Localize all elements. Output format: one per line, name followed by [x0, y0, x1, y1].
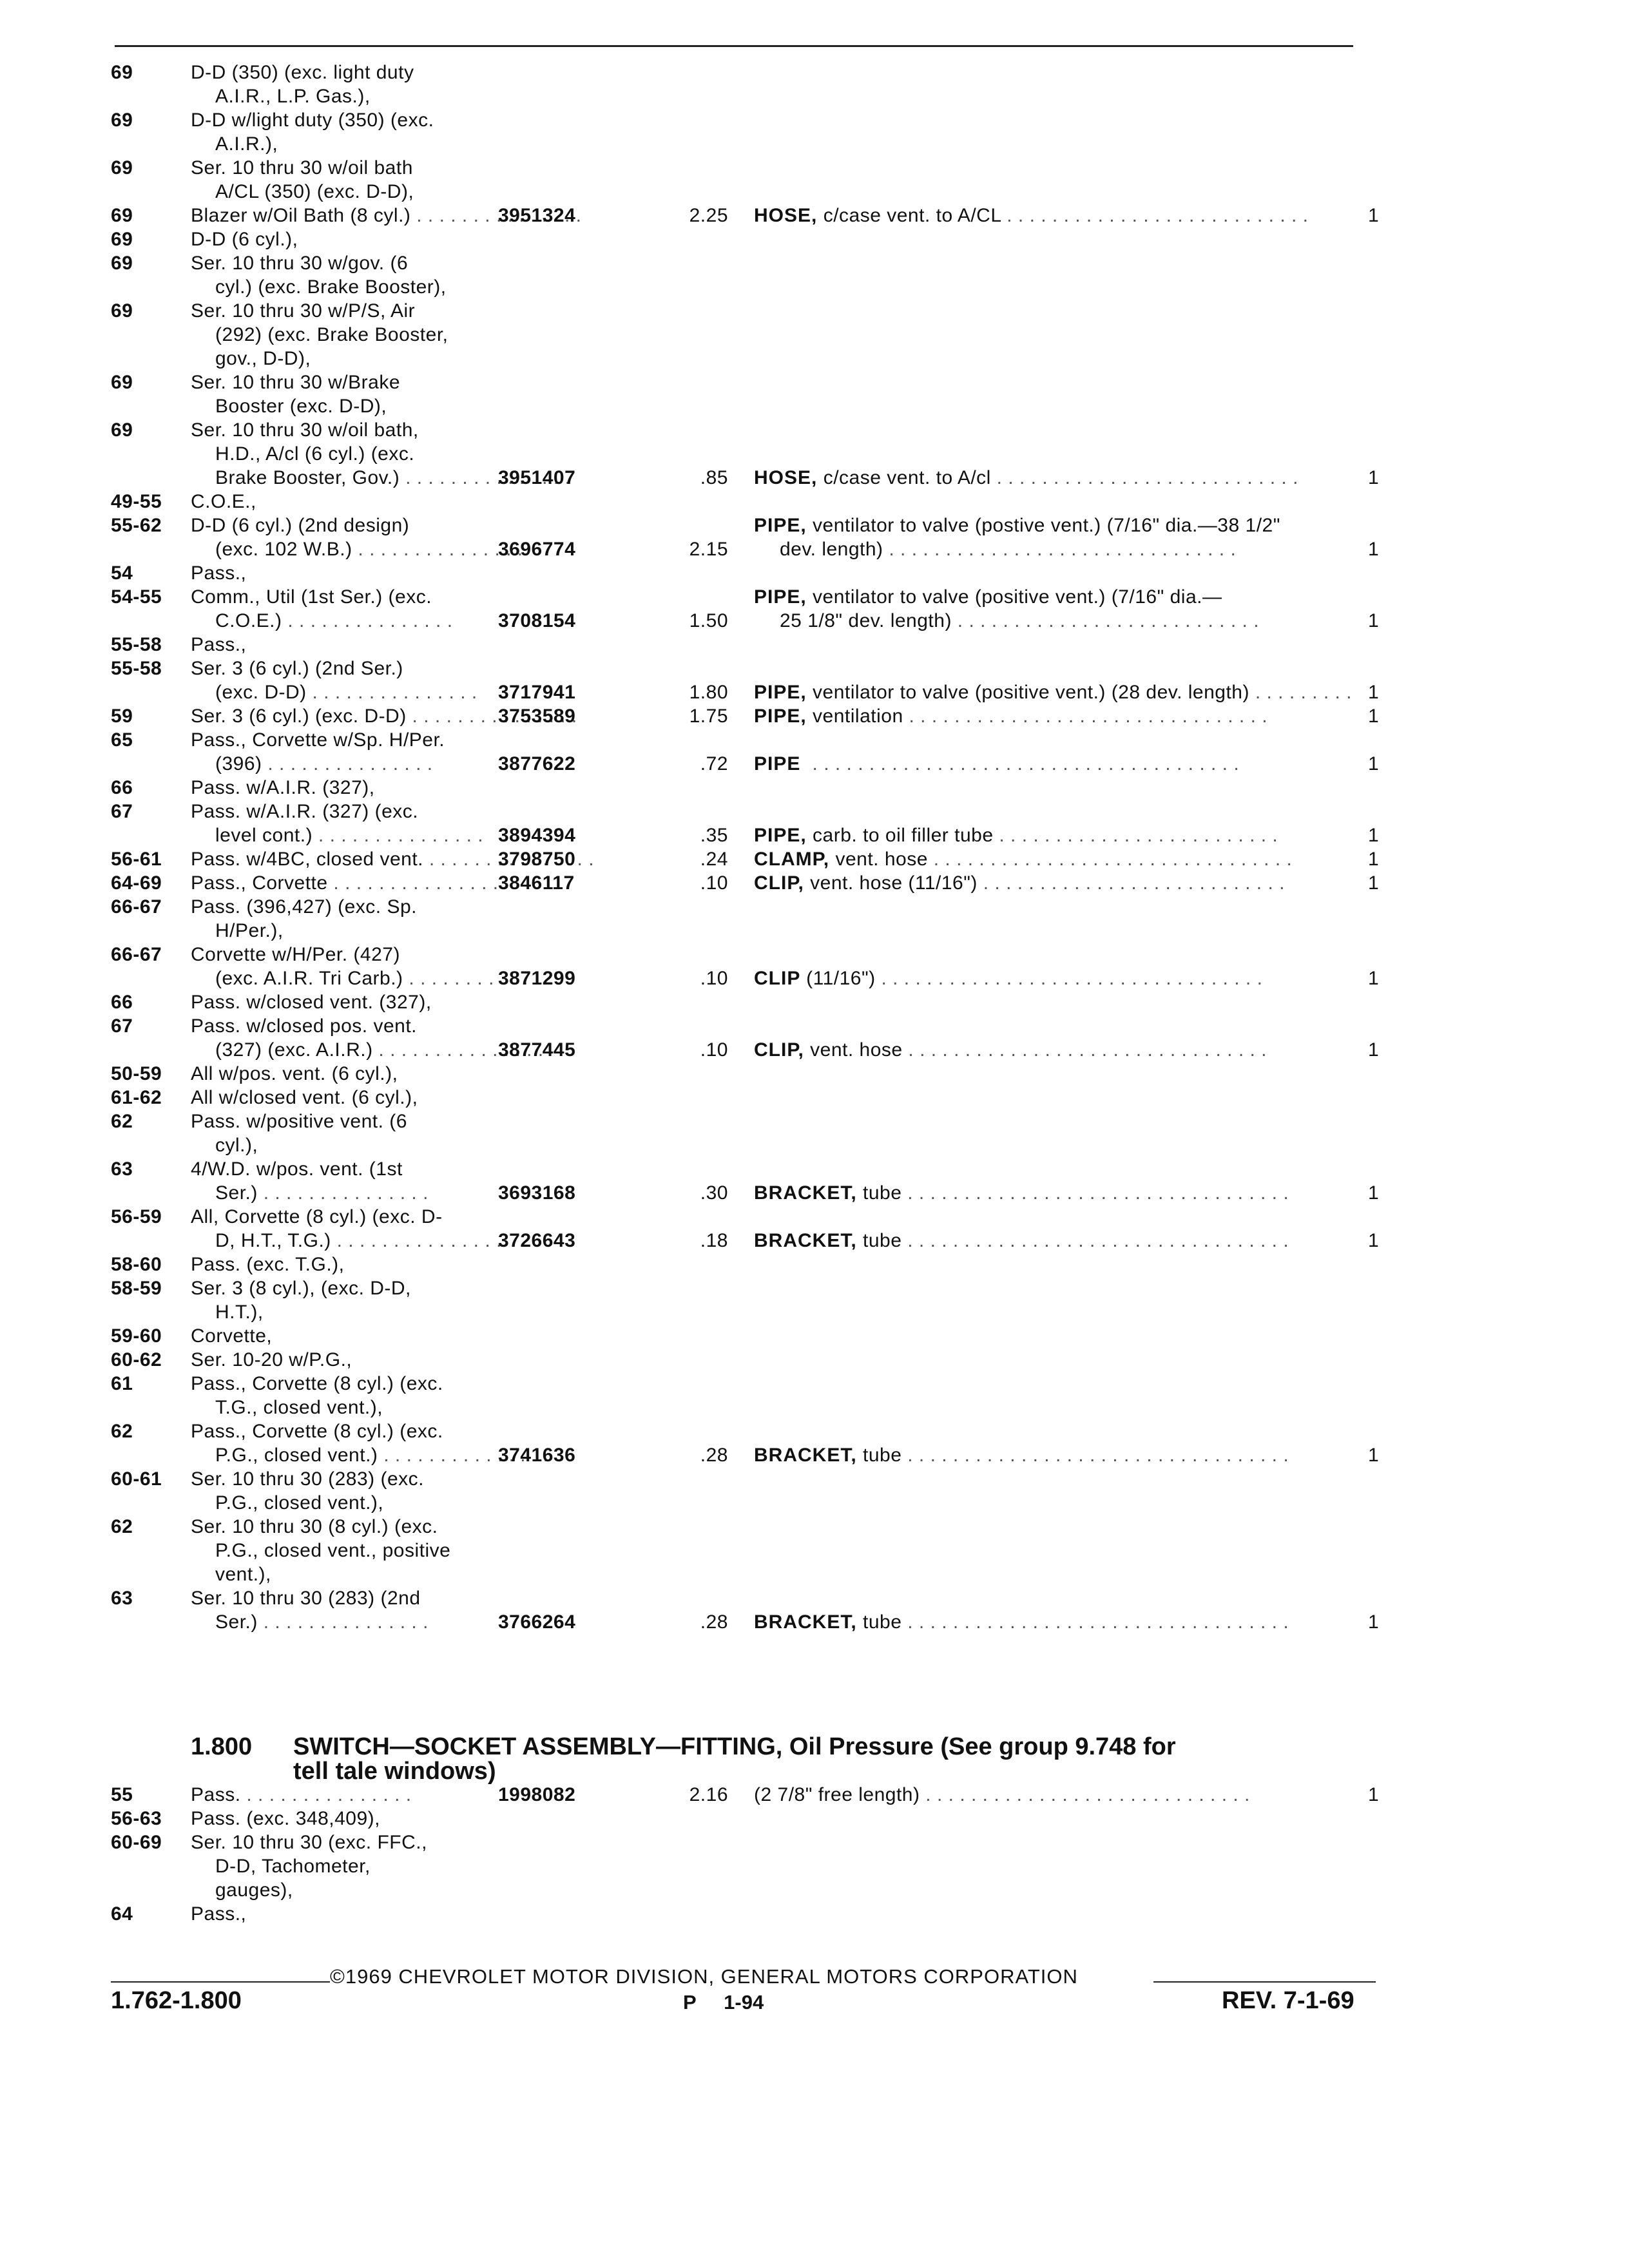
description-text: tube — [863, 1611, 902, 1633]
description-text: ventilator to valve (positive vent.) (7/16" dia.— — [813, 586, 1222, 608]
list-price: 2.16 — [689, 1784, 728, 1805]
part-number: 3753589 — [498, 706, 576, 727]
application-text: T.G., closed vent.), — [215, 1397, 383, 1418]
leader-dots: . . . . . . . . . . . . . . . . . . . . . . . . . . . . . . . — [883, 539, 1242, 560]
part-description — [754, 847, 1298, 871]
quantity: 1 — [1368, 1230, 1380, 1251]
part-number: 3951407 — [498, 467, 576, 488]
list-price: 1.80 — [689, 682, 728, 703]
model-year: 69 — [111, 419, 133, 441]
part-name: PIPE, — [754, 706, 813, 727]
description-text: vent. hose — [835, 849, 928, 870]
list-price: .24 — [700, 849, 728, 870]
application-text: All w/closed vent. (6 cyl.), — [191, 1087, 418, 1108]
application-text: Ser. 10-20 w/P.G., — [191, 1349, 352, 1370]
application-text: D-D w/light duty (350) (exc. — [191, 110, 434, 131]
model-year: 61 — [111, 1373, 133, 1394]
footer-rule-right — [1153, 1981, 1376, 1983]
part-description — [754, 466, 1304, 490]
leader-dots: . . . . . . . . . . . . . . . . . . . . . . . . . . . . . . . . . . . . . . — [806, 753, 1245, 774]
part-name: PIPE — [754, 753, 807, 774]
model-year: 58-60 — [111, 1254, 162, 1275]
quantity: 1 — [1368, 1445, 1380, 1466]
application-text: Ser. 10 thru 30 (8 cyl.) (exc. — [191, 1516, 438, 1537]
part-description — [754, 966, 1268, 990]
part-number: 3877622 — [498, 753, 576, 774]
application-text: Pass. w/closed vent. (327), — [191, 992, 432, 1013]
application-text: P.G., closed vent.), — [215, 1492, 384, 1514]
description-text: 25 1/8" dev. length) — [780, 610, 952, 631]
model-year: 66 — [111, 992, 133, 1013]
application-text: Ser. 10 thru 30 w/oil bath — [191, 157, 413, 178]
application-text: vent.), — [215, 1564, 271, 1585]
application-text: A.I.R., L.P. Gas.), — [215, 86, 371, 107]
revision-date: REV. 7-1-69 — [1222, 1987, 1354, 2014]
application-text: D-D (6 cyl.) (2nd design) — [191, 515, 410, 536]
application-text: Pass., Corvette w/Sp. H/Per. — [191, 729, 445, 751]
description-text: dev. length) — [780, 539, 883, 560]
part-name: PIPE, — [754, 682, 813, 703]
model-year: 55-58 — [111, 658, 162, 679]
application-text: Pass., Corvette (8 cyl.) (exc. — [191, 1373, 443, 1394]
application-text: Blazer w/Oil Bath (8 cyl.) . . . — [191, 204, 581, 227]
description-text: vent. hose (11/16") — [810, 872, 978, 894]
part-description — [754, 1610, 1295, 1634]
description-text: tube — [863, 1182, 902, 1204]
quantity: 1 — [1368, 968, 1380, 989]
quantity: 1 — [1368, 1039, 1380, 1061]
description-text: (2 7/8" free length) — [754, 1784, 920, 1805]
model-year: 67 — [111, 1015, 133, 1037]
list-price: .35 — [700, 825, 728, 846]
list-price: .30 — [700, 1182, 728, 1204]
application-text: Pass., Corvette (8 cyl.) (exc. — [191, 1421, 443, 1442]
application-text: Pass., Corvette . . . — [191, 871, 499, 895]
model-year: 61-62 — [111, 1087, 162, 1108]
quantity: 1 — [1368, 753, 1380, 774]
part-description — [754, 204, 1314, 227]
model-year: 62 — [111, 1516, 133, 1537]
quantity: 1 — [1368, 1784, 1380, 1805]
part-description — [754, 585, 1222, 609]
leader-dots: . . . . . . . . . . . . . . . . . . . . . . . . . . . . . . . . . . — [901, 1445, 1295, 1466]
leader-dots: . . . . . . . . . . . . . . . . . . . . . . . . . . . — [1001, 205, 1315, 226]
application-text: C.O.E.) . . . — [215, 609, 453, 633]
application-text: Ser. 10 thru 30 w/P/S, Air — [191, 300, 416, 322]
part-number: 3726643 — [498, 1230, 576, 1251]
part-number: 3693168 — [498, 1182, 576, 1204]
part-name: CLIP — [754, 968, 807, 989]
part-number: 3798750 — [498, 849, 576, 870]
leader-dots: . . . . . . . . . — [1249, 682, 1358, 703]
model-year: 69 — [111, 300, 133, 322]
part-description — [754, 704, 1273, 728]
model-year: 50-59 — [111, 1063, 162, 1084]
application-text: P.G., closed vent.) . . . — [215, 1443, 548, 1467]
application-text: A/CL (350) (exc. D-D), — [215, 181, 414, 202]
model-year: 55-58 — [111, 634, 162, 655]
list-price: 1.75 — [689, 706, 728, 727]
part-description — [754, 1038, 1273, 1062]
part-name: PIPE, — [754, 515, 813, 536]
section-number: 1.800 — [191, 1733, 253, 1760]
application-text: D, H.T., T.G.) . . . — [215, 1229, 502, 1253]
application-text: D-D (6 cyl.), — [191, 229, 298, 250]
model-year: 60-61 — [111, 1468, 162, 1490]
application-text: cyl.) (exc. Brake Booster), — [215, 276, 447, 298]
part-name: CLIP, — [754, 1039, 811, 1061]
part-description — [754, 1783, 1256, 1807]
list-price: .10 — [700, 1039, 728, 1061]
model-year: 56-59 — [111, 1206, 162, 1227]
application-text: (exc. D-D) . . . — [215, 680, 477, 704]
part-number: 3696774 — [498, 539, 576, 560]
model-year: 56-61 — [111, 849, 162, 870]
application-text: cyl.), — [215, 1135, 258, 1156]
quantity: 1 — [1368, 610, 1380, 631]
model-year: 62 — [111, 1111, 133, 1132]
application-text: Pass. w/positive vent. (6 — [191, 1111, 407, 1132]
part-number: 3846117 — [498, 872, 575, 894]
model-year: 66 — [111, 777, 133, 798]
application-text: P.G., closed vent., positive — [215, 1540, 451, 1561]
quantity: 1 — [1368, 825, 1380, 846]
part-description — [754, 871, 1291, 895]
application-text: A.I.R.), — [215, 133, 278, 155]
part-name: PIPE, — [754, 586, 813, 608]
description-text: carb. to oil filler tube — [813, 825, 994, 846]
model-year: 60-69 — [111, 1832, 162, 1853]
description-text: ventilator to valve (postive vent.) (7/16" dia.—38 1/2" — [813, 515, 1280, 536]
part-number: 3741636 — [498, 1445, 576, 1466]
leader-dots: . . . . . . . . . . . . . . . . . . . . . . . . . . . — [990, 467, 1304, 488]
section-title-continued: tell tale windows) — [293, 1758, 496, 1785]
application-text: Ser. 10 thru 30 w/gov. (6 — [191, 253, 409, 274]
model-year: 69 — [111, 253, 133, 274]
description-text: vent. hose — [810, 1039, 903, 1061]
part-description — [754, 752, 1245, 776]
application-text: Pass. w/4BC, closed vent. . . . — [191, 847, 594, 871]
part-description — [754, 1229, 1295, 1253]
application-text: (292) (exc. Brake Booster, — [215, 324, 448, 345]
description-text: (11/16") — [806, 968, 876, 989]
application-text: level cont.) . . . — [215, 823, 483, 847]
part-description — [754, 1443, 1295, 1467]
model-year: 60-62 — [111, 1349, 162, 1370]
quantity: 1 — [1368, 682, 1380, 703]
quantity: 1 — [1368, 849, 1380, 870]
application-text: Pass., — [191, 1903, 247, 1925]
quantity: 1 — [1368, 539, 1380, 560]
section-title: SWITCH—SOCKET ASSEMBLY—FITTING, Oil Pressure (See group 9.748 for — [293, 1733, 1176, 1760]
model-year: 63 — [111, 1158, 133, 1180]
application-text: D-D (350) (exc. light duty — [191, 62, 414, 83]
part-name: BRACKET, — [754, 1445, 863, 1466]
model-year: 56-63 — [111, 1808, 162, 1829]
application-text: All w/pos. vent. (6 cyl.), — [191, 1063, 398, 1084]
part-name: BRACKET, — [754, 1611, 863, 1633]
application-text: C.O.E., — [191, 491, 256, 512]
application-text: 4/W.D. w/pos. vent. (1st — [191, 1158, 403, 1180]
quantity: 1 — [1368, 1182, 1380, 1204]
model-year: 59-60 — [111, 1325, 162, 1347]
application-text: Booster (exc. D-D), — [215, 396, 387, 417]
leader-dots: . . . . . . . . . . . . . . . . . . . . . . . . . . . — [977, 872, 1291, 894]
description-text: ventilation — [813, 706, 903, 727]
application-text: (exc. 102 W.B.) . . . — [215, 537, 523, 561]
model-year: 66-67 — [111, 944, 162, 965]
application-text: Corvette, — [191, 1325, 273, 1347]
model-year: 54 — [111, 562, 133, 584]
application-text: Pass. (396,427) (exc. Sp. — [191, 896, 417, 918]
part-number: 3717941 — [498, 682, 576, 703]
quantity: 1 — [1368, 205, 1380, 226]
model-year: 65 — [111, 729, 133, 751]
model-year: 63 — [111, 1588, 133, 1609]
application-text: Ser. 3 (8 cyl.), (exc. D-D, — [191, 1278, 411, 1299]
application-text: Corvette w/H/Per. (427) — [191, 944, 400, 965]
part-number: 3708154 — [498, 610, 576, 631]
application-text: All, Corvette (8 cyl.) (exc. D- — [191, 1206, 443, 1227]
leader-dots: . . . . . . . . . . . . . . . . . . . . . . . . . . . . . . . . . . — [875, 968, 1269, 989]
part-name: CLAMP, — [754, 849, 836, 870]
application-text: H/Per.), — [215, 920, 284, 941]
model-year: 59 — [111, 706, 133, 727]
footer-rule-left — [111, 1981, 330, 1983]
application-text: Ser. 3 (6 cyl.) (exc. D-D) . . . — [191, 704, 577, 728]
part-description — [780, 537, 1242, 561]
part-description — [754, 823, 1284, 847]
leader-dots: . . . . . . . . . . . . . . . . . . . . . . . . . . . . . . . . . . — [901, 1611, 1295, 1633]
part-name: PIPE, — [754, 825, 813, 846]
part-description — [780, 609, 1265, 633]
list-price: .85 — [700, 467, 728, 488]
model-year: 62 — [111, 1421, 133, 1442]
part-number: 1998082 — [498, 1784, 576, 1805]
application-text: Ser.) . . . — [215, 1181, 429, 1205]
model-year: 49-55 — [111, 491, 162, 512]
leader-dots: . . . . . . . . . . . . . . . . . . . . . . . . . . . . . . . . . . — [901, 1230, 1295, 1251]
leader-dots: . . . . . . . . . . . . . . . . . . . . . . . . . . . . . . . . — [903, 706, 1273, 727]
list-price: .72 — [700, 753, 728, 774]
description-text: c/case vent. to A/cl — [823, 467, 991, 488]
application-text: Pass., — [191, 562, 247, 584]
list-price: .28 — [700, 1611, 728, 1633]
list-price: 2.15 — [689, 539, 728, 560]
part-name: CLIP, — [754, 872, 811, 894]
model-year: 55 — [111, 1784, 133, 1805]
description-text: ventilator to valve (positive vent.) (28 dev. length) — [813, 682, 1249, 703]
quantity: 1 — [1368, 872, 1380, 894]
model-year: 67 — [111, 801, 133, 822]
application-text: Pass. (exc. T.G.), — [191, 1254, 345, 1275]
application-text: Ser.) . . . — [215, 1610, 429, 1634]
leader-dots: . . . . . . . . . . . . . . . . . . . . . . . . . — [993, 825, 1284, 846]
group-range: 1.762-1.800 — [111, 1987, 242, 2014]
application-text: Ser. 3 (6 cyl.) (2nd Ser.) — [191, 658, 403, 679]
application-text: Pass. (exc. 348,409), — [191, 1808, 380, 1829]
part-description — [754, 514, 1280, 537]
list-price: .10 — [700, 872, 728, 894]
model-year: 69 — [111, 157, 133, 178]
part-name: HOSE, — [754, 467, 824, 488]
part-number: 3766264 — [498, 1611, 576, 1633]
copyright-line: ©1969 CHEVROLET MOTOR DIVISION, GENERAL MOTORS CORPORATION — [330, 1965, 1078, 1988]
page-number: P 1-94 — [683, 1991, 764, 2013]
application-text: gauges), — [215, 1879, 293, 1901]
application-text: H.T.), — [215, 1302, 264, 1323]
application-text: Pass. w/A.I.R. (327) (exc. — [191, 801, 419, 822]
list-price: 1.50 — [689, 610, 728, 631]
application-text: Comm., Util (1st Ser.) (exc. — [191, 586, 432, 608]
application-text: Ser. 10 thru 30 w/Brake — [191, 372, 401, 393]
application-text: (396) . . . — [215, 752, 433, 776]
application-text: Pass. . . . — [191, 1783, 412, 1807]
leader-dots: . . . . . . . . . . . . . . . . . . . . . . . . . . . . . . . . — [902, 1039, 1273, 1061]
leader-dots: . . . . . . . . . . . . . . . . . . . . . . . . . . . . . — [920, 1784, 1256, 1805]
application-text: Pass., — [191, 634, 247, 655]
model-year: 69 — [111, 62, 133, 83]
model-year: 66-67 — [111, 896, 162, 918]
model-year: 64-69 — [111, 872, 162, 894]
application-text: D-D, Tachometer, — [215, 1856, 371, 1877]
part-description — [754, 680, 1358, 704]
part-number: 3894394 — [498, 825, 576, 846]
model-year: 69 — [111, 110, 133, 131]
part-number: 3871299 — [498, 968, 576, 989]
model-year: 69 — [111, 229, 133, 250]
description-text: tube — [863, 1230, 902, 1251]
part-name: BRACKET, — [754, 1182, 863, 1204]
part-name: BRACKET, — [754, 1230, 863, 1251]
application-text: (327) (exc. A.I.R.) . . . — [215, 1038, 544, 1062]
list-price: 2.25 — [689, 205, 728, 226]
description-text: c/case vent. to A/CL — [823, 205, 1001, 226]
model-year: 69 — [111, 205, 133, 226]
application-text: (exc. A.I.R. Tri Carb.) . . . — [215, 966, 574, 990]
application-text: gov., D-D), — [215, 348, 311, 369]
part-number: 3877445 — [498, 1039, 576, 1061]
application-text: Brake Booster, Gov.) . . . — [215, 466, 570, 490]
part-number: 3951324 — [498, 205, 576, 226]
model-year: 58-59 — [111, 1278, 162, 1299]
list-price: .10 — [700, 968, 728, 989]
application-text: Ser. 10 thru 30 (283) (2nd — [191, 1588, 421, 1609]
list-price: .28 — [700, 1445, 728, 1466]
description-text: tube — [863, 1445, 902, 1466]
quantity: 1 — [1368, 1611, 1380, 1633]
list-price: .18 — [700, 1230, 728, 1251]
quantity: 1 — [1368, 706, 1380, 727]
application-text: Ser. 10 thru 30 w/oil bath, — [191, 419, 419, 441]
application-text: H.D., A/cl (6 cyl.) (exc. — [215, 443, 415, 465]
model-year: 69 — [111, 372, 133, 393]
leader-dots: . . . . . . . . . . . . . . . . . . . . . . . . . . . . . . . . — [927, 849, 1298, 870]
model-year: 64 — [111, 1903, 133, 1925]
model-year: 55-62 — [111, 515, 162, 536]
part-description — [754, 1181, 1295, 1205]
application-text: Pass. w/A.I.R. (327), — [191, 777, 375, 798]
application-text: Ser. 10 thru 30 (283) (exc. — [191, 1468, 425, 1490]
model-year: 54-55 — [111, 586, 162, 608]
part-name: HOSE, — [754, 205, 824, 226]
leader-dots: . . . . . . . . . . . . . . . . . . . . . . . . . . . . . . . . . . — [901, 1182, 1295, 1204]
application-text: Ser. 10 thru 30 (exc. FFC., — [191, 1832, 427, 1853]
leader-dots: . . . . . . . . . . . . . . . . . . . . . . . . . . . — [951, 610, 1265, 631]
quantity: 1 — [1368, 467, 1380, 488]
application-text: Pass. w/closed pos. vent. — [191, 1015, 417, 1037]
